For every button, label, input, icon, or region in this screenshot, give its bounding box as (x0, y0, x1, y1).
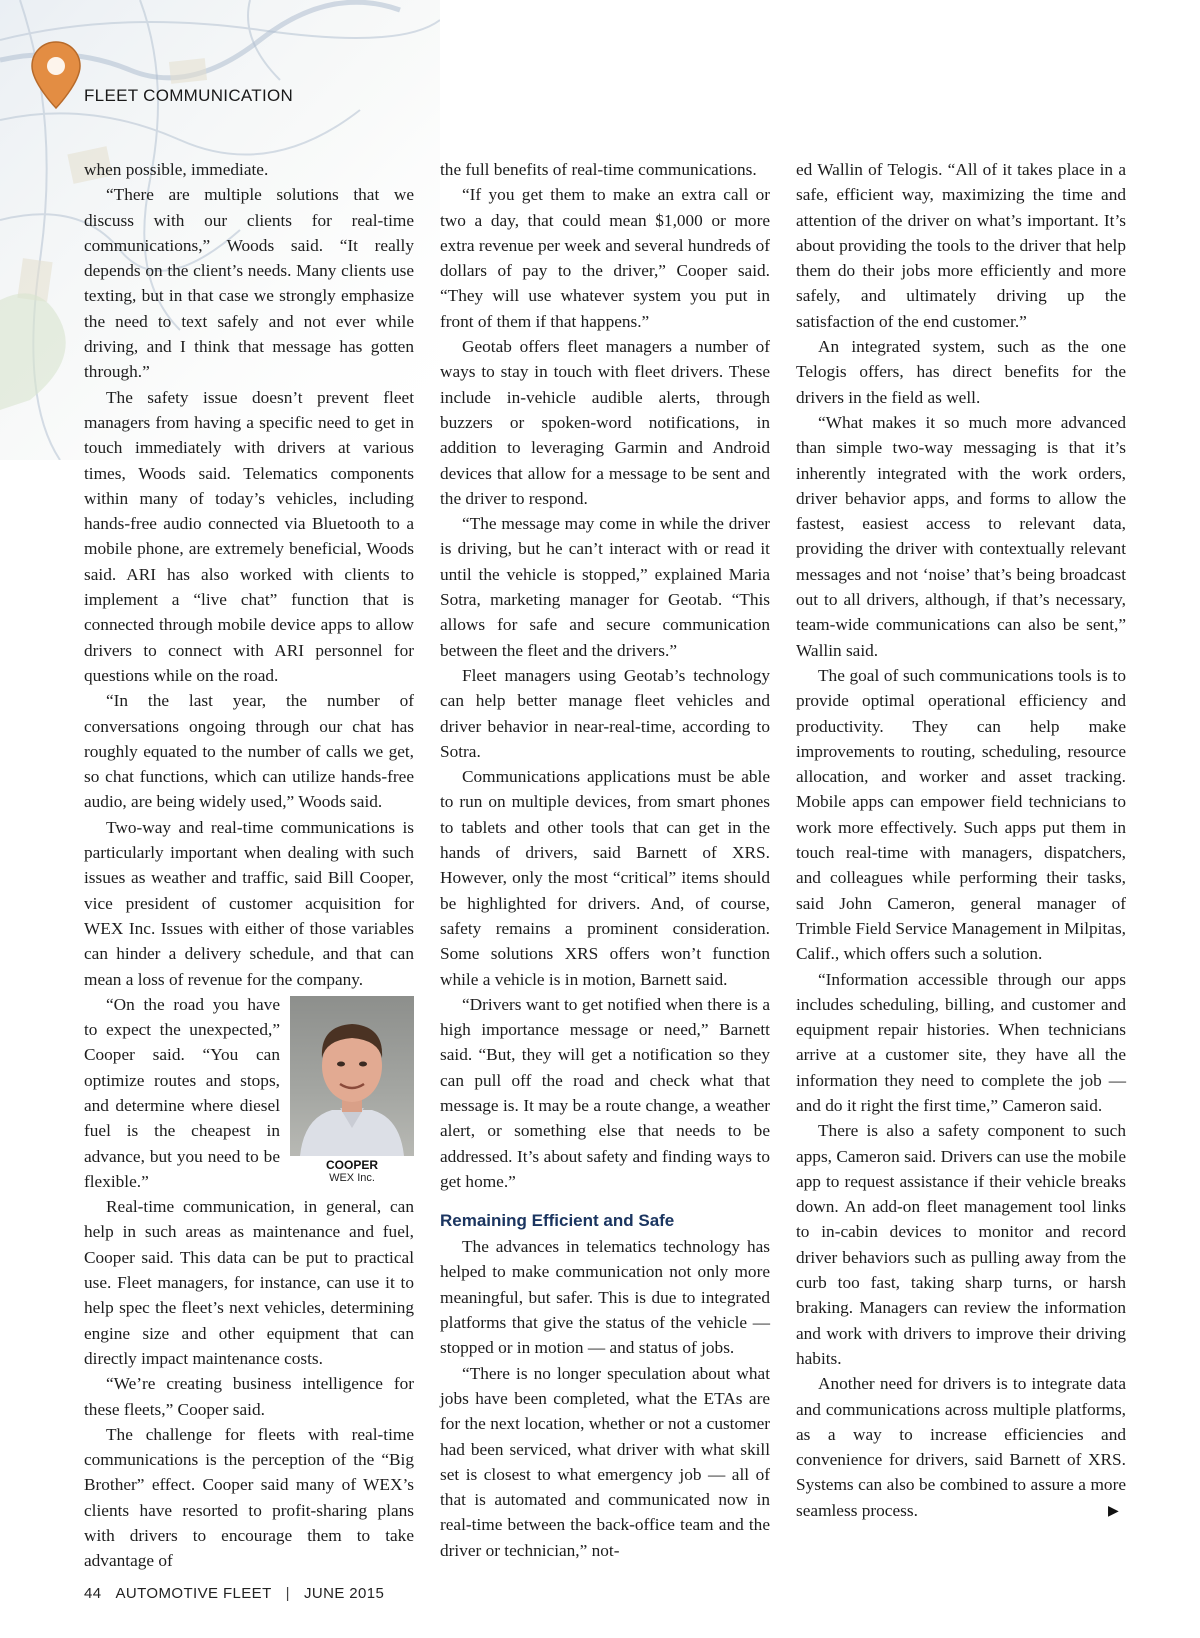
paragraph: “Information accessible through our apps includes scheduling, billing, and customer and equipment repair histories. When technicians arrive at a customer site, they have all the information they need to complete the job — and do it right the first time,” Cameron said. (796, 969, 1126, 1115)
issue-date: JUNE 2015 (303, 1585, 385, 1602)
paragraph: There is also a safety component to such apps, Cameron said. Drivers can use the mobile app to request assistance if their vehicle breaks down. An add-on fleet management tool links to in-cabin devices to monitor and record driver behaviors such as pulling away from the curb too fast, taking sharp turns, or harsh braking. Managers can review the information and work with drivers to improve their driving habits. (796, 1121, 1126, 1368)
paragraph: The safety issue doesn’t prevent fleet managers from having a specific need to get in touch immediately with drivers at various times, Woods said. Telematics components within many of today’s vehicles, including hands-free audio connected via Bluetooth to a mobile phone, are extremely beneficial, Woods said. ARI has also worked with clients to implement a “live chat” function that is connected through mobile device apps to allow drivers to connect with ARI personnel for questions while on the road. (84, 387, 414, 685)
paragraph: “On the road you have to expect the unexpected,” Cooper said. “You can optimize routes and stops, and determine where diesel fuel is the cheapest in advance, but you need to be flexible.” (84, 994, 280, 1191)
paragraph: Geotab offers fleet managers a number of ways to stay in touch with fleet drivers. These include in-vehicle audible alerts, through buzzers or spoken-word notifications, in addition to leveraging Garmin and Android devices that allow for a message to be sent and the driver to respond. (440, 337, 770, 508)
paragraph: The goal of such communications tools is to provide optimal operational efficiency and productivity. They can help make improvements to routing, scheduling, resource allocation, and worker and asset tracking. Mobile apps can empower field technicians to work more effectively. Such apps put them in touch real-time with managers, dispatchers, and colleagues while performing their tasks, said John Cameron, general manager of Trimble Field Service Management in Milpitas, Calif., which offers such a solution. (796, 665, 1126, 964)
paragraph: Two-way and real-time communications is particularly important when dealing with such issues as weather and traffic, said Bill Cooper, vice president of customer acquisition for WEX Inc. Issues with either of those variables can hinder a delivery schedule, and that can mean a loss of revenue for the company. (84, 817, 414, 989)
paragraph: Fleet managers using Geotab’s technology can help better manage fleet vehicles and driver behavior in near-real-time, according to Sotra. (440, 665, 770, 761)
paragraph: Another need for drivers is to integrate data and communications across multiple platforms, as a way to increase efficiencies and convenience for drivers, said Barnett of XRS. Systems can also be combined to assure a more seamless process. (796, 1374, 1126, 1520)
cooper-photo-box (290, 996, 414, 1184)
paragraph: The challenge for fleets with real-time communications is the perception of the “Big Brother” effect. Cooper said many of WEX’s clients have resorted to profit-sharing plans with drivers to encourage them to take advantage of (84, 1424, 414, 1571)
paragraph: Real-time communication, in general, can help in such areas as maintenance and fuel, Cooper said. This data can be put to practical use. Fleet managers, for instance, can use it to help spec the fleet’s next vehicles, determining engine size and other equipment that can directly impact maintenance costs. (84, 1197, 414, 1368)
paragraph: “Drivers want to get notified when there is a high importance message or need,” Barnett said. “But, they will get a notification so they can pull off the road and check what that message is. It may be a route change, a weather alert, or something else that needs to be addressed. It’s about safety and finding ways to get home.” (440, 994, 770, 1191)
paragraph: “What makes it so much more advanced than simple two-way messaging is that it’s inherently integrated with the work orders, driver behavior apps, and forms to allow the fastest, easiest access to relevant data, providing the driver with contextually relevant messages and not ‘noise’ that’s being broadcast out to all drivers, although, if that’s necessary, team-wide communications can also be sent,” Wallin said. (796, 412, 1126, 660)
page-footer (84, 1585, 384, 1602)
paragraph: An integrated system, such as the one Telogis offers, has direct benefits for the drivers in the field as well. (796, 337, 1126, 407)
article-column-2 (440, 157, 770, 1563)
article-column-3 (796, 157, 1126, 1523)
paragraph: “There is no longer speculation about what jobs have been completed, what the ETAs are for the next location, whether or not a customer had been serviced, what driver with what skill set is closest to what emergency job — all of that is automated and communicated now in real-time between the back-office team and the driver or technician,” not- (440, 1363, 770, 1560)
paragraph: Communications applications must be able to run on multiple devices, from smart phones to tablets and other tools that can get in the hands of drivers, said Barnett of XRS. However, only the most “critical” items should be highlighted for drivers. And, of course, safety remains a prominent consideration. Some solutions XRS offers won’t function while a vehicle is in motion, Barnett said. (440, 767, 770, 989)
page-number: 44 (84, 1585, 102, 1602)
paragraph: when possible, immediate. (84, 160, 269, 179)
paragraph: The advances in telematics technology has helped to make communication not only more meaningful, but safer. This is due to integrated platforms that give the status of the vehicle — stopped or in motion — and status of jobs. (440, 1237, 770, 1358)
paragraph: “There are multiple solutions that we discuss with our clients for real-time communications,” Woods said. “It really depends on the client’s needs. Many clients use texting, but in that case we strongly emphasize the need to text safely and not ever while driving, and I think that message has gotten through.” (84, 185, 414, 382)
photo-caption-affiliation: WEX Inc. (329, 1171, 375, 1184)
cooper-portrait-photo (290, 996, 414, 1156)
section-label: FLEET COMMUNICATION (84, 86, 294, 105)
paragraph: “In the last year, the number of conversations ongoing through our chat has roughly equated to the number of calls we get, so chat functions, which can utilize hands-free audio, are being widely used,” Woods said. (84, 691, 414, 812)
paragraph: “We’re creating business intelligence for these fleets,” Cooper said. (84, 1374, 414, 1419)
paragraph: the full benefits of real-time communications. (440, 160, 757, 179)
paragraph: “If you get them to make an extra call or two a day, that could mean $1,000 or more extra revenue per week and several hundreds of dollars of pay to the driver,” Cooper said. “They will use whatever system you put in front of them if that happens.” (440, 185, 770, 331)
subheading: Remaining Efficient and Safe (440, 1211, 675, 1231)
continue-arrow-icon: ▶ (1108, 1503, 1119, 1519)
paragraph: ed Wallin of Telogis. “All of it takes place in a safe, efficient way, maximizing the time and attention of the driver on what’s important. It’s about providing the tools to the driver that help them do their jobs more efficiently and more safely, and ultimately driving up the satisfaction of the end customer.” (796, 160, 1126, 331)
footer-separator: | (285, 1585, 290, 1602)
publication-name: AUTOMOTIVE FLEET (115, 1585, 272, 1602)
article-column-1 (84, 157, 414, 1574)
photo-caption-name: COOPER (325, 1157, 378, 1172)
paragraph: “The message may come in while the driver is driving, but he can’t interact with or read it until the vehicle is stopped,” explained Maria Sotra, marketing manager for Geotab. “This allows for safe and secure communication between the fleet and the drivers.” (440, 514, 770, 660)
